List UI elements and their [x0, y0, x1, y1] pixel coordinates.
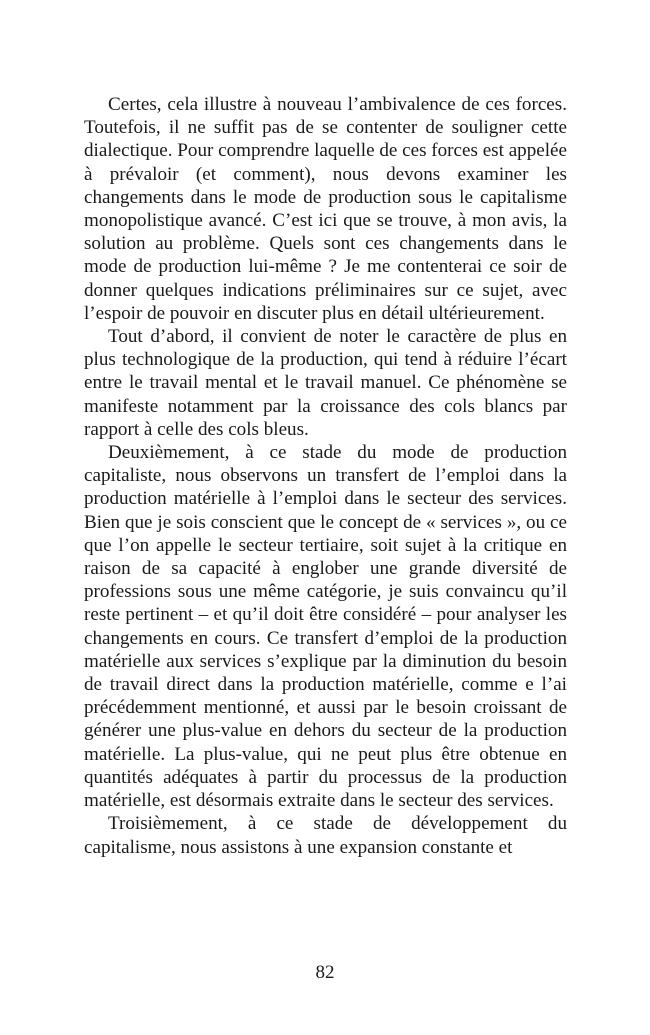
paragraph-ambivalence: Certes, cela illustre à nouveau l’ambivalence de ces forces. Toutefois, il ne suffit pas de se contenter de souligner cette dialectique. Pour comprendre laquelle de ces forces est appelée à prévaloir (et comment), nous devons examiner les changements dans le mode de production sous le capitalisme monopolistique avancé. C’est ici que se trouve, à mon avis, la solution au problème. Quels sont ces changements dans le mode de production lui-même ? Je me contenterai ce soir de donner quelques indications préliminaires sur ce sujet, avec l’espoir de pouvoir en discuter plus en détail ultérieurement.: [84, 94, 567, 324]
paragraph-first-point: Tout d’abord, il convient de noter le caractère de plus en plus technologique de la production, qui tend à réduire l’écart entre le travail mental et le travail manuel. Ce phénomène se manifeste notamment par la croissance des cols blancs par rapport à celle des cols bleus.: [84, 326, 567, 440]
paragraph-second-point: Deuxièmement, à ce stade du mode de production capitaliste, nous observons un transfert de l’emploi dans la production matérielle à l’emploi dans le secteur des services. Bien que je sois conscient que le concept de « services », ou ce que l’on appelle le secteur tertiaire, soit sujet à la critique en raison de sa capacité à englober une grande diversité de professions sous une même catégorie, je suis convaincu qu’il reste pertinent – et qu’il doit être considéré – pour analyser les changements en cours. Ce transfert d’emploi de la production matérielle aux services s’explique par la diminution du besoin de travail direct dans la production matérielle, comme e l’ai précédemment mentionné, et aussi par le besoin croissant de générer une plus-value en dehors du secteur de la production matérielle. La plus-value, qui ne peut plus être obtenue en quantités adéquates à partir du processus de la production matérielle, est désormais extraite dans le secteur des services.: [84, 442, 567, 812]
paragraph-third-point: Troisièmement, à ce stade de développement du capitalisme, nous assistons à une expansion constante et: [84, 813, 567, 858]
body-text: [84, 93, 567, 859]
page-number: 82: [315, 962, 335, 983]
